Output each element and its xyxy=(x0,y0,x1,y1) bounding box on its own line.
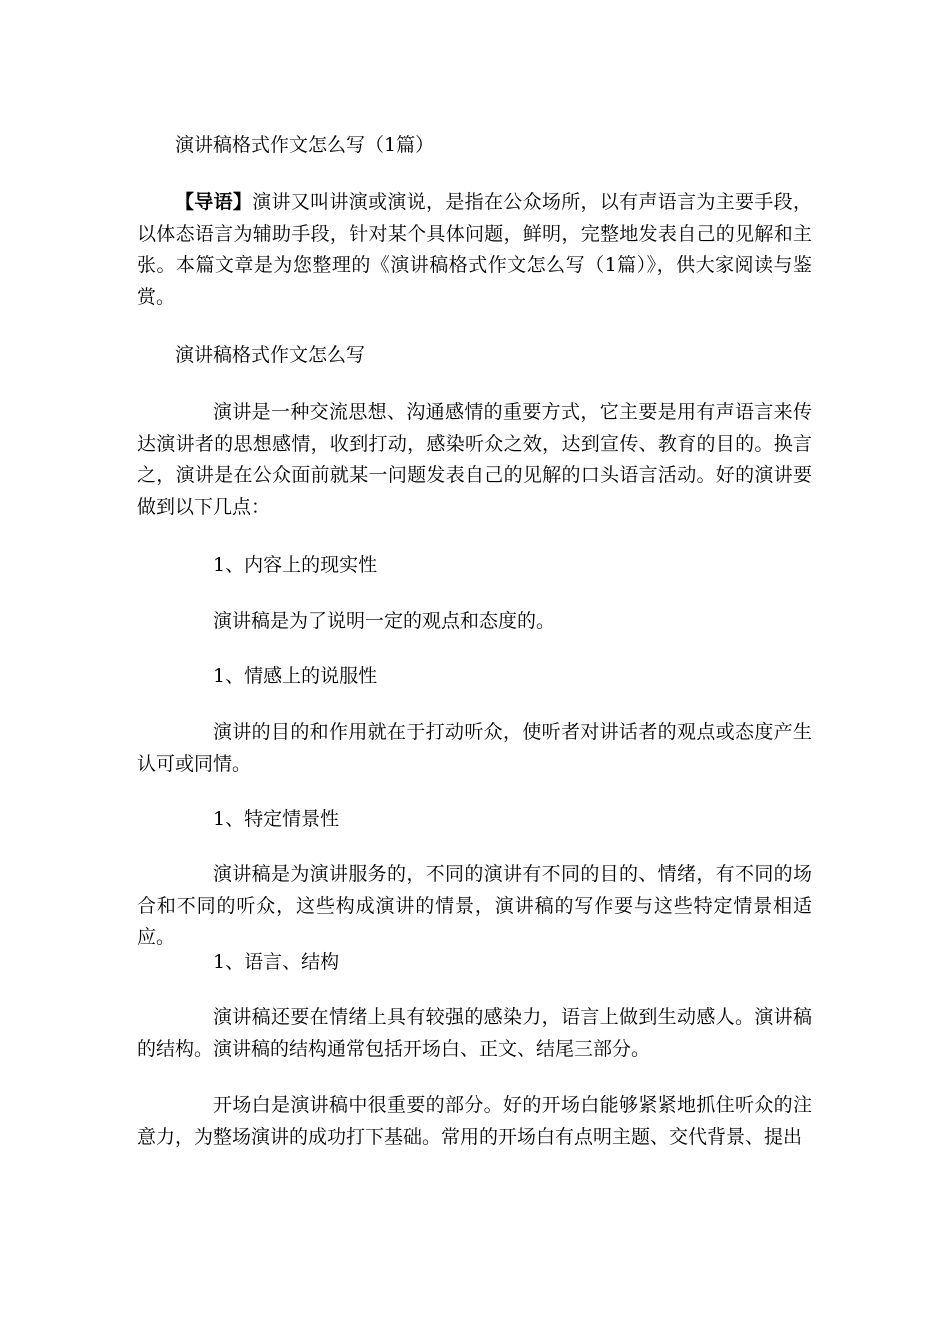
intro-text: 演讲又叫讲演或演说，是指在公众场所，以有声语言为主要手段，以体态语言为辅助手段，针对某个具体问题，鲜明，完整地发表自己的见解和主张。本篇文章是为您整理的《演讲稿格式作文怎么写（1篇）》，供大家阅读与鉴赏。 xyxy=(137,191,812,308)
list-item-heading: 1、情感上的说服性 xyxy=(213,665,378,687)
body-paragraph: 演讲稿是为演讲服务的，不同的演讲有不同的目的、情绪，有不同的场合和不同的听众，这些构成演讲的情景，演讲稿的写作要与这些特定情景相适应。 xyxy=(137,863,812,948)
list-item-heading: 1、内容上的现实性 xyxy=(213,554,378,576)
body-paragraph: 演讲的目的和作用就在于打动听众，使听者对讲话者的观点或态度产生认可或同情。 xyxy=(137,721,812,775)
section-title: 演讲稿格式作文怎么写 xyxy=(175,344,366,366)
body-paragraph: 演讲稿是为了说明一定的观点和态度的。 xyxy=(213,610,556,632)
body-paragraph: 开场白是演讲稿中很重要的部分。好的开场白能够紧紧地抓住听众的注意力，为整场演讲的成功打下基础。常用的开场白有点明主题、交代背景、提出 xyxy=(137,1094,812,1148)
list-item-heading: 1、语言、结构 xyxy=(213,951,340,973)
intro-paragraph xyxy=(137,187,812,313)
body-paragraph: 演讲稿还要在情绪上具有较强的感染力，语言上做到生动感人。演讲稿的结构。演讲稿的结构通常包括开场白、正文、结尾三部分。 xyxy=(137,1006,812,1060)
document-title: 演讲稿格式作文怎么写（1篇） xyxy=(175,134,435,156)
intro-label: 【导语】 xyxy=(175,191,253,213)
body-paragraph: 演讲是一种交流思想、沟通感情的重要方式，它主要是用有声语言来传达演讲者的思想感情，收到打动，感染听众之效，达到宣传、教育的目的。换言之，演讲是在公众面前就某一问题发表自己的见解的口头语言活动。好的演讲要做到以下几点： xyxy=(137,401,812,518)
list-item-heading: 1、特定情景性 xyxy=(213,808,340,830)
